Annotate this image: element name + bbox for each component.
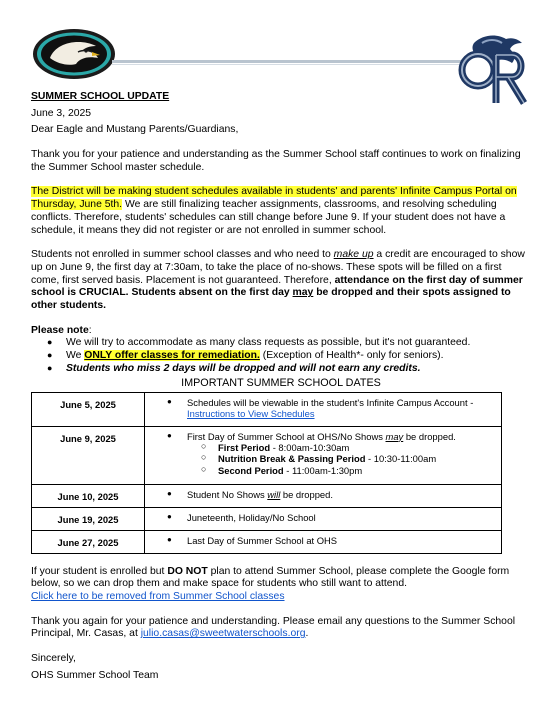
dates-table <box>31 392 502 554</box>
period-name: Nutrition Break & Passing Period <box>218 453 366 465</box>
letter-title: SUMMER SCHOOL UPDATE <box>31 91 170 102</box>
table-row <box>32 426 502 484</box>
text: plan to attend Summer School, please complete the Google form below, so we can drop them and make space for students who still want to attend. <box>31 565 510 590</box>
text: be dropped. <box>403 430 456 442</box>
list-item <box>47 350 531 363</box>
header-rule-thin <box>112 64 462 65</box>
remediation-highlight: ONLY offer classes for remediation. <box>84 350 260 361</box>
date-cell: June 27, 2025 <box>32 530 145 553</box>
period-time: - 8:00am-10:30am <box>270 442 350 454</box>
attendance-warning-end: be dropped and their spots assigned to other students. <box>31 287 511 311</box>
table-row <box>32 484 502 507</box>
text: a credit are encouraged to show up on June 9, the first day at 7:30am, to take the place of no-shows. These spots will be filled on a first come, first served basis. Placement is not guaranteed. Therefore, <box>31 249 525 286</box>
text: . <box>305 628 309 640</box>
period-time: - 11:00am-1:30pm <box>283 464 363 476</box>
paragraph-schedules <box>31 186 531 237</box>
text: be dropped. <box>280 488 333 500</box>
date-cell: June 5, 2025 <box>32 392 145 426</box>
list-item <box>167 397 497 420</box>
greeting: Dear Eagle and Mustang Parents/Guardians, <box>31 124 239 136</box>
letter-body <box>31 91 531 682</box>
date-cell: June 19, 2025 <box>32 507 145 530</box>
date-cell: June 9, 2025 <box>32 426 145 484</box>
will-emphasis: will <box>267 488 281 500</box>
list-item: ● Students who miss 2 days will be dropped and will not earn any credits. <box>47 363 531 376</box>
eagle-logo <box>32 28 116 80</box>
paragraph-contact <box>31 616 531 641</box>
note-label: Please note <box>31 324 89 336</box>
date-cell: June 10, 2025 <box>32 484 145 507</box>
list-item: ● Juneteenth, Holiday/No School <box>167 512 497 523</box>
attendance-warning: attendance on the first day of summer school is CRUCIAL. Students absent on the first day <box>31 274 523 299</box>
description-cell <box>145 484 502 507</box>
text: We <box>66 350 85 361</box>
text: Students not enrolled in summer school classes and who need to <box>31 249 334 261</box>
closing: Sincerely, <box>31 652 76 664</box>
signature: OHS Summer School Team <box>31 669 159 681</box>
letterhead <box>0 0 553 100</box>
description-cell <box>145 426 502 484</box>
text: If your student is enrolled but <box>31 565 168 577</box>
description-cell <box>145 507 502 530</box>
paragraph-schedules-rest: We are still finalizing teacher assignments, classrooms, and resolving scheduling conflicts. Therefore, students' schedules can still change before June 9. If your student does not have a schedule, it means they did not register or are not enrolled in summer school. <box>31 199 506 236</box>
note-list <box>47 337 531 375</box>
note-colon: : <box>88 324 92 336</box>
description-cell <box>145 392 502 426</box>
instructions-link[interactable]: Instructions to View Schedules <box>187 408 315 420</box>
period-item <box>201 442 497 453</box>
list-item <box>167 431 497 442</box>
paragraph-drop-form <box>31 566 531 591</box>
period-item <box>201 453 497 464</box>
dates-table-title: IMPORTANT SUMMER SCHOOL DATES <box>181 377 381 390</box>
period-item <box>201 465 497 476</box>
may-emphasis: may <box>385 430 404 442</box>
highlight-schedule-release: The District will be making student schedules available in students' and parents' Infinite Campus Portal on Thursday, June 5th. <box>31 186 517 211</box>
description-cell <box>145 530 502 553</box>
text: Schedules will be viewable in the student's Infinite Campus Account - <box>187 396 474 408</box>
make-up-emphasis: make up <box>333 249 374 261</box>
list-item: ● Last Day of Summer School at OHS <box>167 535 497 546</box>
list-item: ● We will try to accommodate as many class requests as possible, but it's not guaranteed. <box>47 337 531 350</box>
text: First Day of Summer School at OHS/No Shows <box>187 430 386 442</box>
table-row <box>32 507 502 530</box>
period-list <box>201 442 497 476</box>
note-heading <box>31 325 531 338</box>
may-emphasis: may <box>292 287 314 299</box>
period-name: Second Period <box>218 464 284 476</box>
header-rule <box>112 60 462 63</box>
paragraph-makeup-credit <box>31 249 531 312</box>
period-time: - 10:30-11:00am <box>365 453 437 465</box>
text: (Exception of Health*- only for seniors). <box>259 350 444 361</box>
do-not-emphasis: DO NOT <box>167 565 208 577</box>
paragraph-intro: Thank you for your patience and understanding as the Summer School staff continues to work on finalizing the Summer School master schedule. <box>31 149 521 173</box>
text: Student No Shows <box>187 488 268 500</box>
text: Thank you again for your patience and understanding. Please email any questions to the Summer School Principal, Mr. Casas, at <box>31 615 516 640</box>
table-row <box>32 530 502 553</box>
period-name: First Period <box>218 442 271 454</box>
table-row <box>32 392 502 426</box>
removal-form-link[interactable]: Click here to be removed from Summer School classes <box>31 590 285 602</box>
principal-email-link[interactable]: julio.casas@sweetwaterschools.org <box>140 628 306 640</box>
list-item <box>167 489 497 500</box>
letter-date: June 3, 2025 <box>31 107 92 119</box>
